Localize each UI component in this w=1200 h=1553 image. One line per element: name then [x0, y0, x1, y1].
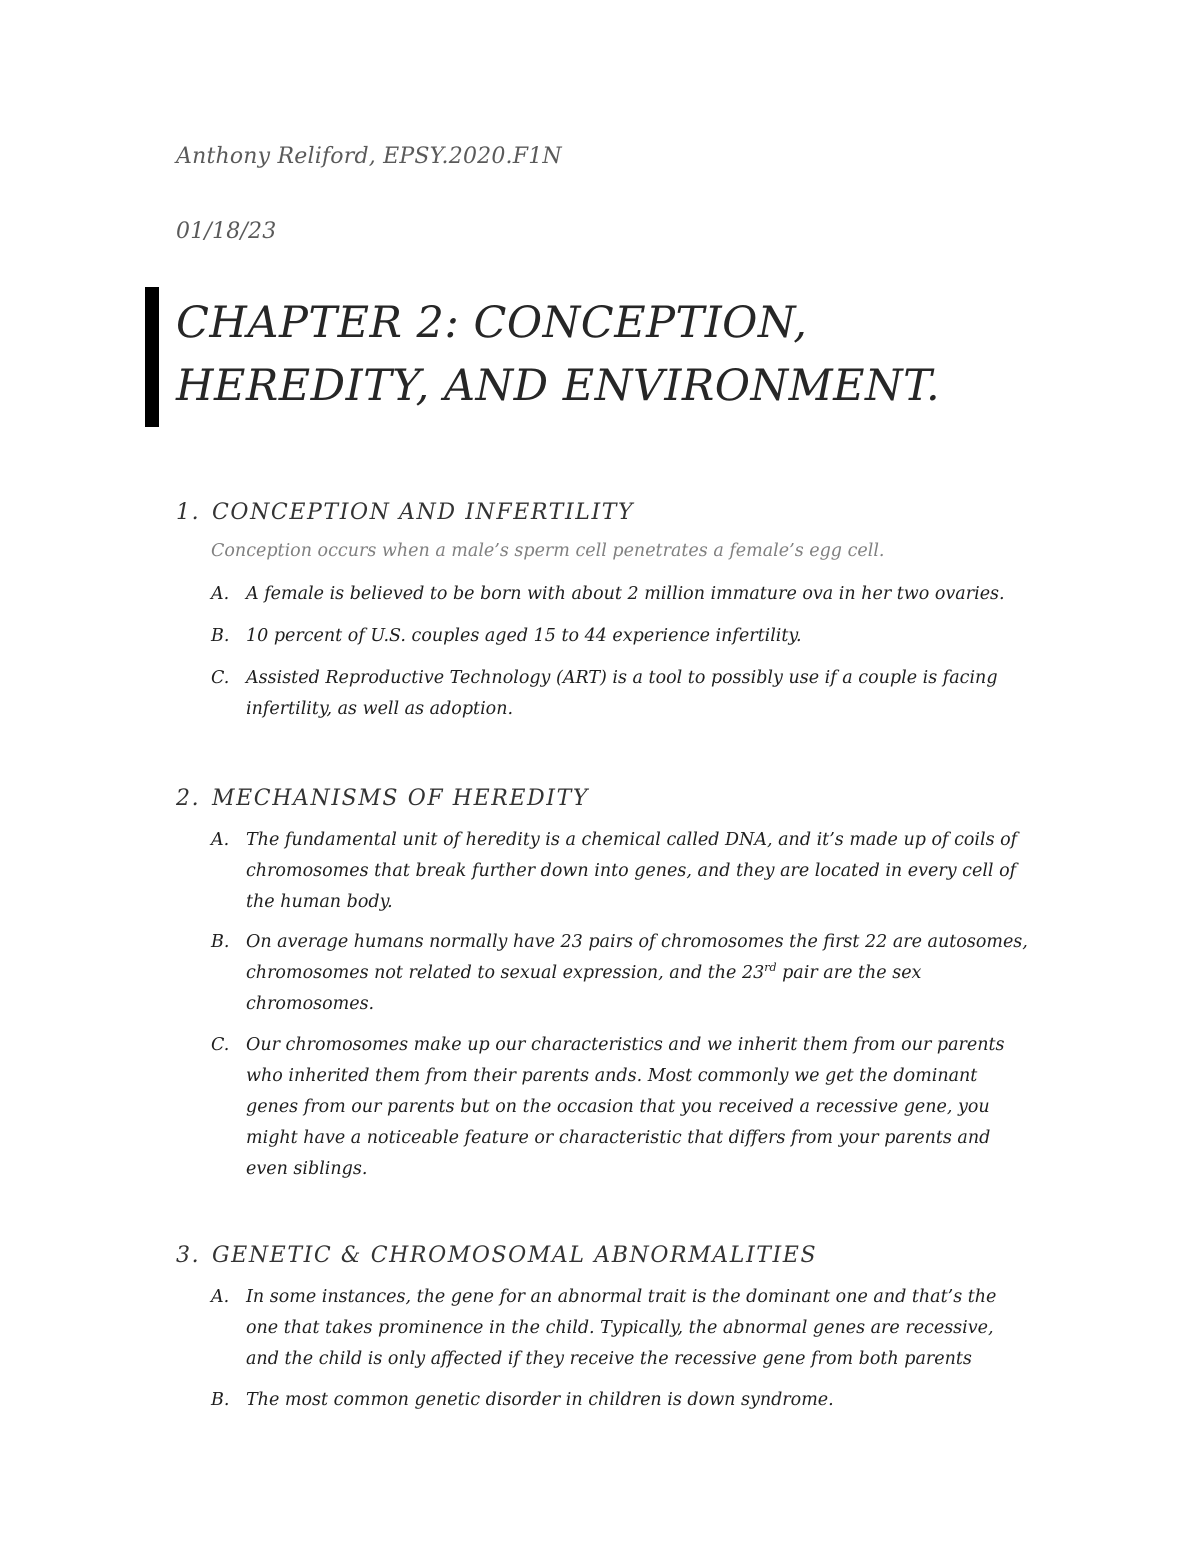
list-item — [211, 579, 1031, 610]
list-item-text: In some instances, the gene for an abnormal trait is the dominant one and that’s the one that takes prominence in the child. Typically, the abnormal genes are recessive, and the child is only affected if they receive the recessive gene from both parents — [246, 1287, 997, 1369]
section-title: MECHANISMS OF HEREDITY — [212, 786, 589, 811]
list-item-text: 10 percent of U.S. couples aged 15 to 44 experience infertility. — [246, 626, 802, 646]
list-item — [211, 1030, 1031, 1185]
list-item — [211, 825, 1031, 918]
list-item-letter: B. — [211, 626, 230, 646]
section-title: CONCEPTION AND INFERTILITY — [212, 500, 635, 525]
section-number: 1. — [176, 500, 201, 525]
list-item — [211, 1385, 1031, 1416]
list-item-letter: C. — [211, 1035, 230, 1055]
section-heading-heredity — [176, 786, 589, 811]
title-accent-bar — [145, 287, 159, 427]
list-item-letter: A. — [211, 1287, 230, 1307]
title-line-2: HEREDITY, AND ENVIRONMENT. — [176, 361, 941, 411]
section-number: 2. — [176, 786, 201, 811]
document-date: 01/18/23 — [176, 219, 277, 244]
section-heading-conception — [176, 500, 634, 525]
list-item — [211, 927, 1031, 1020]
author-course-line: Anthony Reliford, EPSY.2020.F1N — [176, 144, 562, 169]
list-item-letter: A. — [211, 584, 230, 604]
section-intro: Conception occurs when a male’s sperm cell penetrates a female’s egg cell. — [211, 541, 885, 561]
title-line-1: CHAPTER 2: CONCEPTION, — [176, 298, 808, 348]
list-item-text: The most common genetic disorder in children is down syndrome. — [246, 1390, 834, 1410]
section-heading-abnormalities — [176, 1243, 817, 1268]
page-title — [176, 292, 1076, 418]
list-item-text-part: On average humans normally have 23 pairs of chromosomes the first 22 are autosomes, chromosomes not related to sexual expression, and the 23 — [246, 932, 1028, 983]
list-item-letter: B. — [211, 932, 230, 952]
list-item-letter: B. — [211, 1390, 230, 1410]
section-number: 3. — [176, 1243, 201, 1268]
list-item-text: A female is believed to be born with about 2 million immature ova in her two ovaries. — [246, 584, 1005, 604]
list-item-text: The fundamental unit of heredity is a chemical called DNA, and it’s made up of coils of chromosomes that break further down into genes, and they are located in every cell of the human body. — [246, 830, 1018, 912]
list-item-text-part: pair are the sex chromosomes. — [246, 963, 922, 1014]
list-item-letter: A. — [211, 830, 230, 850]
list-item-text: Assisted Reproductive Technology (ART) is a tool to possibly use if a couple is facing infertility, as well as adoption. — [246, 668, 998, 719]
list-item-text: Our chromosomes make up our characteristics and we inherit them from our parents who inherited them from their parents ands. Most commonly we get the dominant genes from our parents but on the occasion that you received a recessive gene, you might have a noticeable feature or characteristic that differs from your parents and even siblings. — [246, 1035, 1005, 1179]
list-item — [211, 621, 1031, 652]
list-item-letter: C. — [211, 668, 230, 688]
list-item — [211, 1282, 1031, 1375]
list-item-text — [246, 927, 1031, 1020]
list-item — [211, 663, 1031, 725]
ordinal-suffix: rd — [764, 961, 777, 975]
section-title: GENETIC & CHROMOSOMAL ABNORMALITIES — [212, 1243, 818, 1268]
